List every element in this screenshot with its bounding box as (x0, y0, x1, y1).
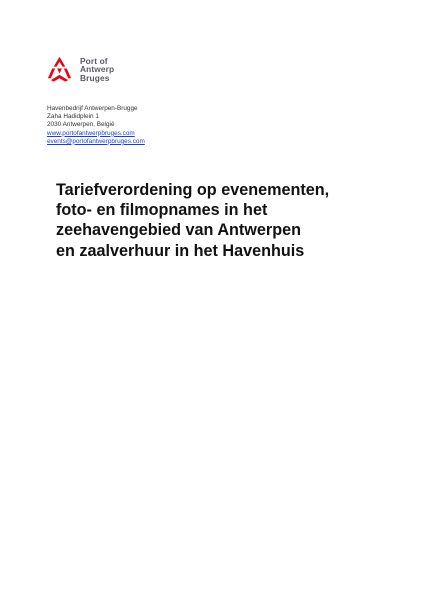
title-line-1: Tariefverordening op evenementen, (56, 181, 330, 199)
port-logo-mark-icon (45, 55, 74, 84)
title-line-3: zeehavengebied van Antwerpen (56, 221, 301, 240)
logo-line-2: Antwerp (80, 64, 115, 75)
logo-line-3: Bruges (80, 72, 110, 83)
email-link[interactable]: events@portofantwerpbruges.com (47, 137, 145, 145)
address-city: 2030 Antwerpen, België (47, 121, 115, 129)
logo-line-1: Port of (80, 55, 108, 66)
port-logo-wordmark (80, 57, 114, 83)
website-link[interactable]: www.portofantwerpbruges.com (47, 129, 135, 137)
document-title (56, 180, 396, 261)
address-street: Zaha Hadidplein 1 (47, 113, 99, 121)
address-organization: Havenbedrijf Antwerpen-Brugge (47, 105, 138, 112)
title-line-4: en zaalverhuur in het Havenhuis (56, 241, 305, 260)
port-logo (45, 55, 114, 84)
title-line-2: foto- en filmopnames in het (56, 201, 268, 220)
address-block (47, 105, 145, 146)
